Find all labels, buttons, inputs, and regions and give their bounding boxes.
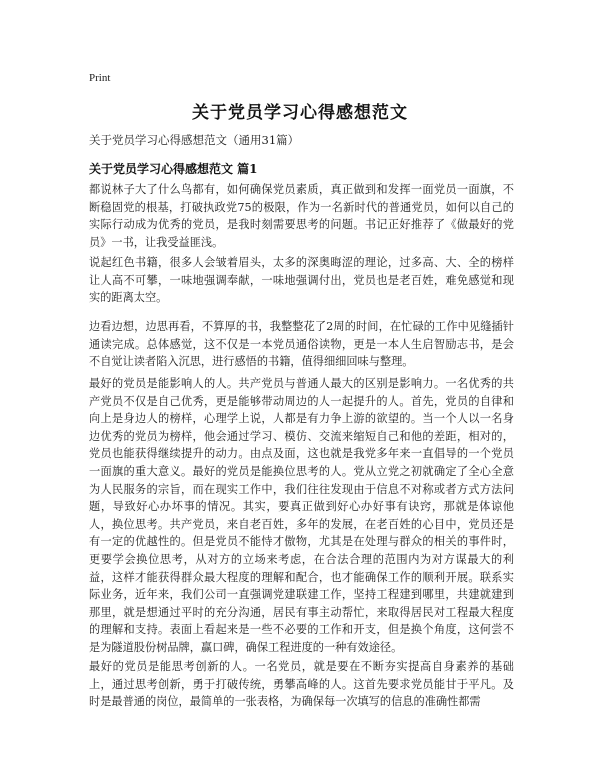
page-title: 关于党员学习心得感想范文 (192, 103, 408, 123)
document-subtitle: 关于党员学习心得感想范文（通用31篇） (89, 133, 300, 147)
paragraph-5: 最好的党员是能思考创新的人。一名党员，就是要在不断夯实提高自身素养的基础上，通过思考创新，勇于打破传统，勇攀高峰的人。这首先要求党员能甘于平凡。及时是最普通的岗位，最简单的一张表格，为确保每一次填写的信息的准确性都需 (89, 660, 514, 709)
paragraph-2: 说起红色书籍，很多人会皱着眉头，太多的深奥晦涩的理论，过多高、大、全的榜样让人高不可攀，一味地强调奉献，一味地强调付出，党员也是老百姓，难免感觉和现实的距离太空。 (89, 256, 514, 305)
paragraph-4: 最好的党员是能影响人的人。共产党员与普通人最大的区别是影响力。一名优秀的共产党员不仅是自己优秀，更是能够带动周边的人一起提升的人。首先，党员的自律和向上是身边人的榜样，心理学上说，人都是有力争上游的欲望的。当一个人以一名身边优秀的党员为榜样，他会通过学习、模仿、交流来缩短自己和他的差距，相对的，党员也能获得继续提升的动力。由点及面，这也就是我党多年来一直倡导的一个党员一面旗的重大意义。最好的党员是能换位思考的人。党从立党之初就确定了全心全意为人民服务的宗旨，而在现实工作中，我们往往发现由于信息不对称或者方式方法问题，导致好心办坏事的情况。其实，要真正做到好心办好事有诀窍，那就是体谅他人，换位思考。共产党员，来自老百姓，多年的发展，在老百姓的心目中，党员还是有一定的优越性的。但是党员不能恃才傲物，尤其是在处理与群众的相关的事件时，更要学会换位思考，从对方的立场来考虑，在合法合理的范围内为对方谋最大的利益，这样才能获得群众最大程度的理解和配合，也才能确保工作的顺利开展。联系实际业务，近年来，我们公司一直强调党建联建工作，坚持工程建到哪里，共建就建到那里，就是想通过平时的充分沟通，居民有事主动帮忙，来取得居民对工程最大程度的理解和支持。表面上看起来是一些不必要的工作和开支，但是换个角度，这何尝不是为隧道股份树品牌，赢口碑，确保工程进度的一种有效途径。 (89, 377, 514, 654)
paragraph-3: 边看边想，边思再看，不算厚的书，我整整花了2周的时间，在忙碌的工作中见缝插针通读完成。总体感觉，这不仅是一本党员通俗读物，更是一本人生启智励志书，是会不自觉让读者陷入沉思，进行感悟的书籍，值得细细回味与整理。 (89, 320, 514, 369)
section-heading: 关于党员学习心得感想范文 篇1 (89, 162, 258, 176)
paragraph-1: 都说林子大了什么鸟都有，如何确保党员素质，真正做到和发挥一面党员一面旗，不断稳固党的根基，打破执政党75的极限，作为一名新时代的普通党员，如何以自己的实际行动成为优秀的党员，是我时刻需要思考的问题。书记正好推荐了《做最好的党员》一书，让我受益匪浅。 (89, 183, 514, 249)
print-label[interactable]: Print (89, 72, 111, 84)
